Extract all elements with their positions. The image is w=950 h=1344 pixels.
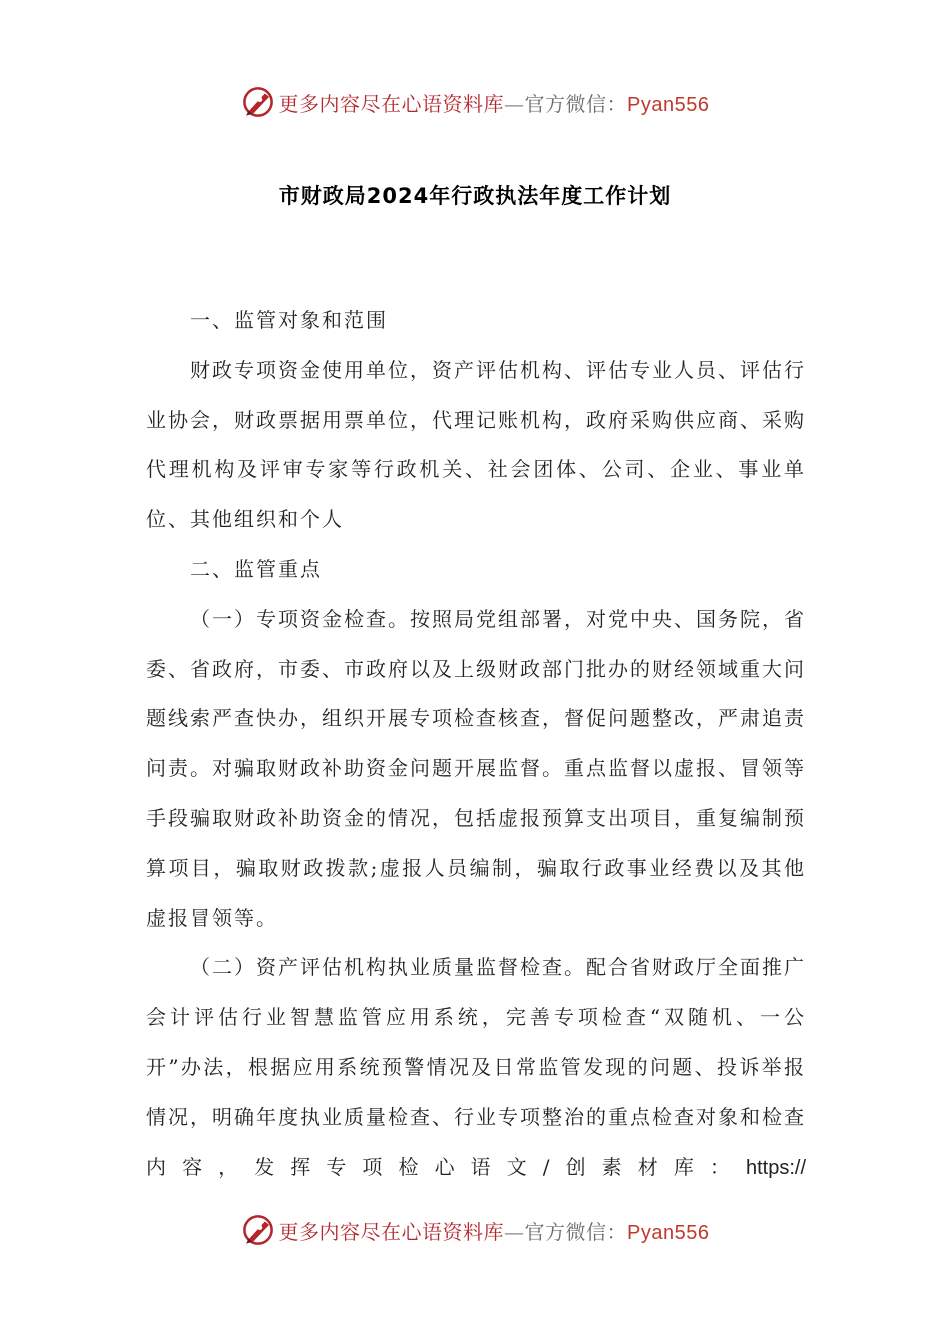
paragraph-scope: 财政专项资金使用单位，资产评估机构、评估专业人员、评估行业协会，财政票据用票单位，代理记账机构，政府采购供应商、采购代理机构及评审专家等行政机关、社会团体、公司、企业、事业单位、其他组织和个人 [146, 357, 806, 532]
banner-dash: — [504, 91, 525, 116]
header-banner [0, 80, 950, 124]
footer-banner [0, 1208, 950, 1252]
banner-wechat-id: Pyan556 [627, 93, 710, 116]
banner-text [279, 88, 710, 117]
banner-site-text: 更多内容尽在心语资料库 [278, 1219, 505, 1244]
paragraph-asset-evaluation-text: （二）资产评估机构执业质量监督检查。配合省财政厅全面推广会计评估行业智慧监管应用系统，完善专项检查“双随机、一公开”办法，根据应用系统预警情况及日常监管发现的问题、投诉举报情况，明确年度执业质量检查、行业专项整治的重点检查对象和检查内容，发挥专项检心语文/创素材库： [146, 955, 806, 1179]
section-heading-2: 二、监管重点 [190, 556, 322, 581]
paragraph-special-funds: （一）专项资金检查。按照局党组部署，对党中央、国务院，省委、省政府，市委、市政府以及上级财政部门批办的财经领域重大问题线索严查快办，组织开展专项检查核查，督促问题整改，严肃追责问责。对骗取财政补助资金问题开展监督。重点监督以虚报、冒领等手段骗取财政补助资金的情况，包括虚报预算支出项目，重复编制预算项目，骗取财政拨款;虚报人员编制，骗取行政事业经费以及其他虚报冒领等。 [146, 606, 806, 930]
paragraph-asset-evaluation [146, 943, 806, 1193]
document-title: 市财政局2024年行政执法年度工作计划 [278, 184, 672, 208]
document-body [146, 296, 806, 1193]
banner-text [279, 1216, 710, 1245]
section-heading-1: 一、监管对象和范围 [190, 308, 388, 332]
banner-dash: — [504, 1219, 525, 1244]
banner-official-text: 官方微信： [524, 1219, 628, 1244]
banner-site-text: 更多内容尽在心语资料库 [278, 91, 505, 116]
pen-logo-icon [241, 85, 275, 119]
banner-wechat-id: Pyan556 [627, 1221, 710, 1244]
pen-logo-icon [241, 1213, 275, 1247]
trailing-url-link[interactable]: https:// [745, 1156, 806, 1179]
banner-official-text: 官方微信： [524, 91, 628, 116]
